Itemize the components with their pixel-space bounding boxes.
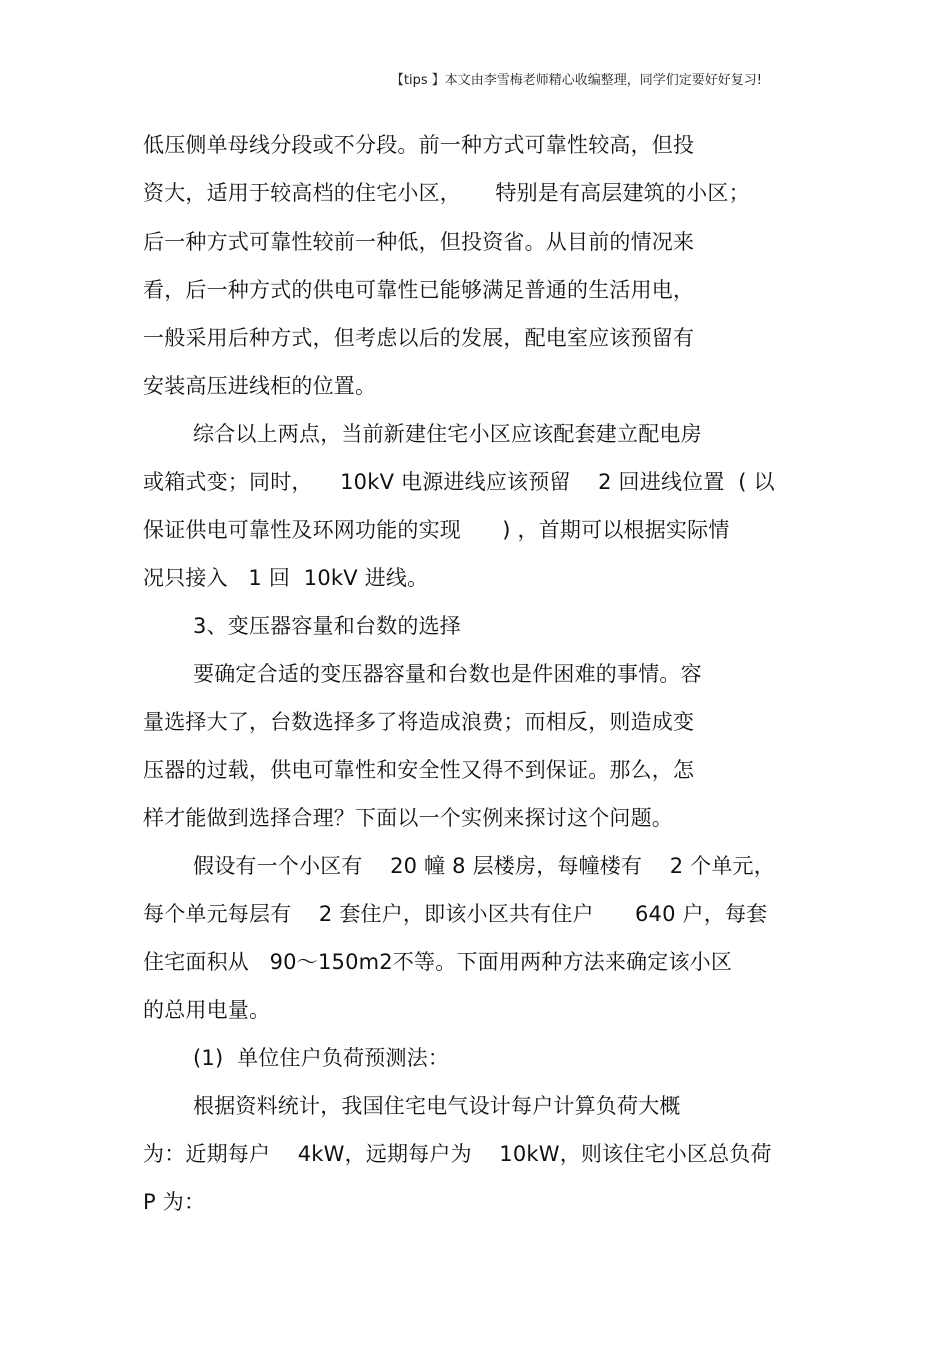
page-header-tips: 【tips 】本文由李雪梅老师精心收编整理，同学们定要好好复习! (390, 73, 762, 88)
body-line: 量选择大了，台数选择多了将造成浪费；而相反，则造成变 (143, 710, 695, 734)
body-line: 压器的过载，供电可靠性和安全性又得不到保证。那么，怎 (143, 758, 695, 782)
body-line: P 为： (143, 1190, 206, 1214)
body-line: 每个单元每层有 2 套住户，即该小区共有住户 640 户，每套 (143, 902, 768, 926)
body-line: 低压侧单母线分段或不分段。前一种方式可靠性较高，但投 (143, 133, 695, 157)
body-line: 资大，适用于较高档的住宅小区， 特别是有高层建筑的小区； (143, 181, 750, 205)
body-line: 样才能做到选择合理？下面以一个实例来探讨这个问题。 (143, 806, 673, 830)
body-line: 一般采用后种方式，但考虑以后的发展，配电室应该预留有 (143, 326, 695, 350)
body-line: 根据资料统计，我国住宅电气设计每户计算负荷大概 (193, 1094, 681, 1118)
body-line: 住宅面积从 90～150m2不等。下面用两种方法来确定该小区 (143, 950, 733, 974)
body-line: 综合以上两点，当前新建住宅小区应该配套建立配电房 (193, 422, 702, 446)
body-line: 后一种方式可靠性较前一种低，但投资省。从目前的情况来 (143, 230, 695, 254)
subsection-heading: (1) 单位住户负荷预测法： (193, 1046, 450, 1070)
body-line: 假设有一个小区有 20 幢 8 层楼房，每幢楼有 2 个单元， (193, 854, 775, 878)
body-line: 要确定合适的变压器容量和台数也是件困难的事情。容 (193, 662, 702, 686)
body-line: 况只接入 1 回 10kV 进线。 (143, 566, 429, 590)
body-line: 安装高压进线柜的位置。 (143, 374, 377, 398)
body-line: 的总用电量。 (143, 998, 271, 1022)
body-line: 或箱式变；同时， 10kV 电源进线应该预留 2 回进线位置 ( 以 (143, 470, 775, 494)
body-line: 看，后一种方式的供电可靠性已能够满足普通的生活用电， (143, 278, 695, 302)
body-line: 为：近期每户 4kW，远期每户为 10kW，则该住宅小区总负荷 (143, 1142, 772, 1166)
body-line: 保证供电可靠性及环网功能的实现 ) ，首期可以根据实际情 (143, 518, 730, 542)
section-heading: 3、变压器容量和台数的选择 (193, 614, 461, 638)
